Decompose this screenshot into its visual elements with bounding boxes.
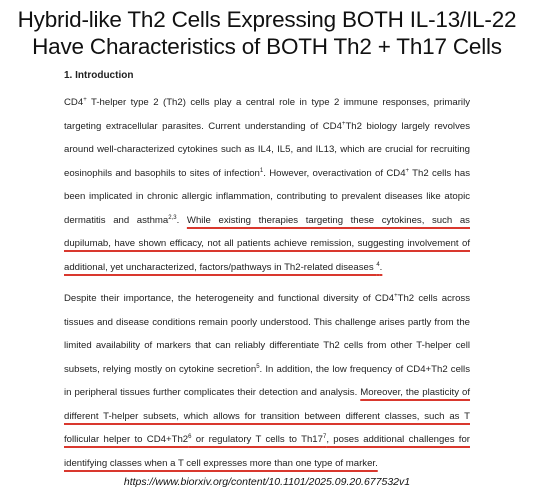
- highlighted-sentence: [64, 387, 470, 469]
- paragraph-1: [64, 91, 470, 279]
- text-run: Th2 cells has been implicated in chronic allergic inflammation, contributing to prevalent diseases like atopic dermatitis and asthma: [64, 167, 471, 226]
- source-url: https://www.biorxiv.org/content/10.1101/2025.09.20.677532v1: [123, 476, 411, 488]
- text-run: Th2 biology largely revolves around well-characterized cytokines such as IL4, IL5, and IL13, which are crucial for recruiting eosinophils and basophils to sites of infection: [64, 120, 470, 179]
- text-run: Despite their importance, the heterogeneity and functional diversity of CD4: [64, 293, 395, 304]
- text-run: .: [176, 214, 187, 226]
- title-line-2: Have Characteristics of BOTH Th2 + Th17 Cells: [32, 34, 502, 59]
- text-run: .: [379, 261, 383, 273]
- text-run: T-helper type 2 (Th2) cells play a central role in type 2 immune responses, primarily targeting extracellular parasites. Current understanding of CD4: [64, 97, 470, 132]
- superscript: +: [394, 292, 398, 299]
- text-run: . However, overactivation of CD4: [263, 167, 406, 179]
- citation: 5: [256, 363, 260, 370]
- paragraph-2: [64, 287, 470, 475]
- superscript: +: [341, 120, 346, 127]
- citation: 4: [376, 261, 380, 268]
- section-heading: 1. Introduction: [64, 70, 134, 81]
- highlight-text: Moreover, the plasticity of different T-helper subsets, which allows for transition between different classes, such as T follicular helper to CD4+Th2: [64, 387, 471, 445]
- citation: 2,3: [168, 214, 177, 221]
- citation: 6: [188, 433, 192, 440]
- slide-title: [0, 6, 534, 60]
- highlight-text: , poses additional challenges for identifying classes when a T cell expresses more than one type of marker.: [64, 434, 470, 469]
- superscript: +: [405, 167, 410, 174]
- title-line-1: Hybrid-like Th2 Cells Expressing BOTH IL-13/IL-22: [17, 7, 517, 32]
- superscript: +: [83, 96, 87, 103]
- text-run: CD4: [64, 97, 84, 108]
- highlight-text: While existing therapies targeting these cytokines, such as dupilumab, have shown efficacy, not all patients achieve remission, suggesting involvement of additional, yet uncharacterized, factors/pathways in Th2-related diseases: [64, 214, 470, 273]
- citation: 1: [259, 167, 264, 174]
- citation: 7: [322, 433, 327, 440]
- text-run: . In addition, the low frequency of CD4+Th2 cells in peripheral tissues further complicates their detection and analysis.: [64, 363, 470, 398]
- highlight-text: or regulatory T cells to Th17: [191, 434, 323, 445]
- text-run: Th2 cells across tissues and disease conditions remain poorly understood. This challenge arises partly from the limited availability of markers that can reliably differentiate Th2 cells from other T-helper cell subsets, relying mostly on cytokine secretion: [64, 293, 471, 375]
